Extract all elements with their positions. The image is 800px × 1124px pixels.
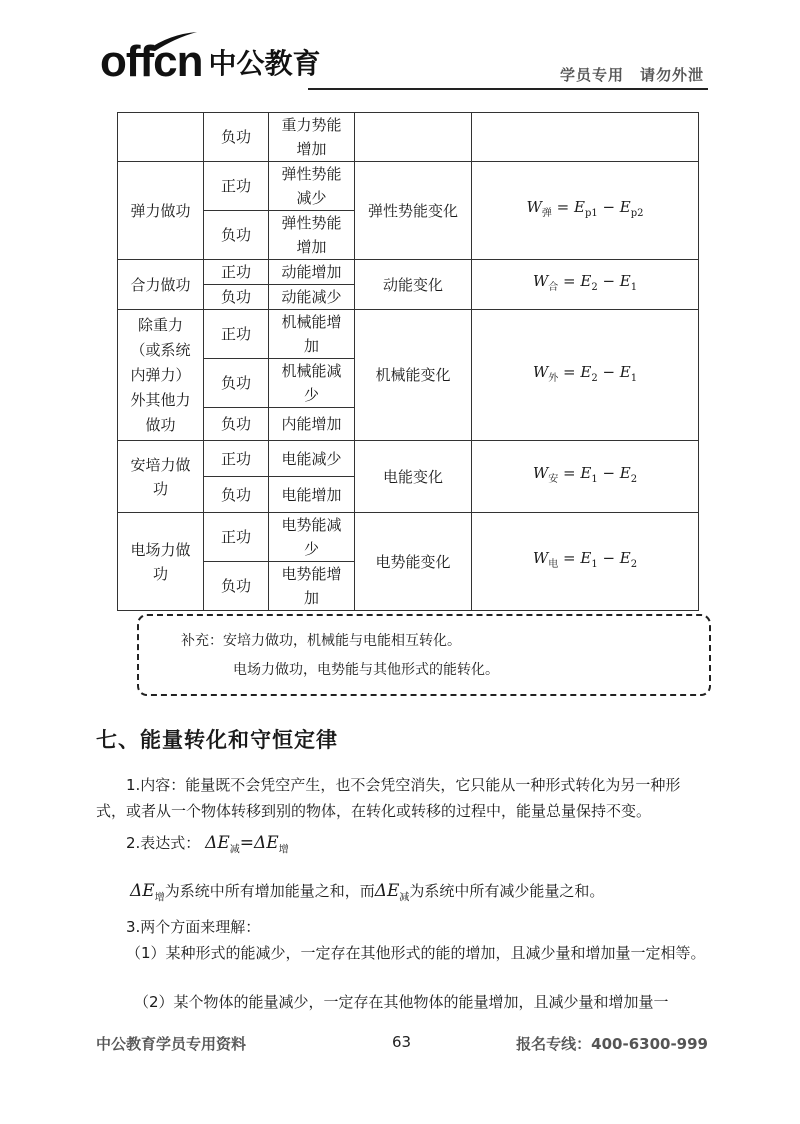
force-cell — [118, 113, 204, 162]
energy-cell — [355, 113, 472, 162]
section-title: 七、能量转化和守恒定律 — [96, 728, 338, 752]
table-row — [118, 113, 699, 162]
work-cell: 正功 — [204, 441, 269, 477]
change-cell: 机械能增加 — [269, 310, 355, 359]
conservation-equation: $\Delta E_减=\Delta E_增$ — [205, 833, 289, 856]
table-row — [118, 162, 699, 211]
energy-cell: 动能变化 — [355, 260, 472, 310]
header-confidential: 学员专用 请勿外泄 — [559, 66, 704, 84]
footer-hotline: 报名专线：400-6300-999 — [516, 1035, 708, 1053]
table-row — [118, 513, 699, 562]
force-cell: 弹力做功 — [118, 162, 204, 260]
change-cell: 机械能减少 — [269, 359, 355, 408]
force-cell: 合力做功 — [118, 260, 204, 310]
logo-chinese-text: 中公教育 — [208, 47, 321, 80]
footer-left: 中公教育学员专用资料 — [96, 1035, 247, 1053]
formula-cell: $W_外 = E_2 - E_1$ — [472, 310, 699, 441]
table-row — [118, 260, 699, 285]
logo-latin-text: offcn — [100, 37, 203, 86]
energy-cell: 电能变化 — [355, 441, 472, 513]
paragraph-point-1: （1）某种形式的能减少，一定存在其他形式的能的增加，且减少量和增加量一定相等。 — [126, 944, 706, 962]
paragraph-point-2: （2）某个物体的能量减少，一定存在其他物体的能量增加，且减少量和增加量一 — [134, 993, 669, 1011]
change-cell: 电势能增加 — [269, 562, 355, 611]
work-energy-table — [117, 112, 699, 611]
work-cell: 负功 — [204, 477, 269, 513]
work-cell: 正功 — [204, 310, 269, 359]
page-number: 63 — [392, 1033, 412, 1051]
note-line: 电场力做功，电势能与其他形式的能转化。 — [233, 662, 499, 678]
change-cell: 内能增加 — [269, 408, 355, 441]
table-row — [118, 441, 699, 477]
work-cell: 负功 — [204, 211, 269, 260]
work-cell: 正功 — [204, 260, 269, 285]
force-cell: 安培力做功 — [118, 441, 204, 513]
energy-cell: 电势能变化 — [355, 513, 472, 611]
paragraph-content: 1.内容：能量既不会凭空产生，也不会凭空消失，它只能从一种形式转化为另一种形式，或者从一个物体转移到别的物体，在转化或转移的过程中，能量总量保持不变。 — [96, 776, 681, 820]
force-cell: 电场力做功 — [118, 513, 204, 611]
force-cell: 除重力（或系统内弹力）外其他力做功 — [118, 310, 204, 441]
paragraph-understanding: 3.两个方面来理解： — [126, 918, 261, 936]
header-rule — [308, 88, 708, 90]
work-cell: 负功 — [204, 113, 269, 162]
change-cell: 重力势能增加 — [269, 113, 355, 162]
formula-cell: $W_弹 = E_{p1} - E_{p2}$ — [472, 162, 699, 260]
work-cell: 负功 — [204, 562, 269, 611]
supplement-note-box — [137, 614, 711, 696]
work-cell: 负功 — [204, 285, 269, 310]
page-header — [0, 0, 800, 100]
change-cell: 弹性势能减少 — [269, 162, 355, 211]
note-line: 补充：安培力做功，机械能与电能相互转化。 — [181, 633, 461, 649]
energy-cell: 弹性势能变化 — [355, 162, 472, 260]
change-cell: 电能增加 — [269, 477, 355, 513]
formula-cell: $W_合 = E_2 - E_1$ — [472, 260, 699, 310]
change-cell: 电势能减少 — [269, 513, 355, 562]
change-cell: 动能增加 — [269, 260, 355, 285]
change-cell: 弹性势能增加 — [269, 211, 355, 260]
table-row — [118, 310, 699, 359]
offcn-logo — [100, 37, 321, 86]
work-cell: 正功 — [204, 162, 269, 211]
change-cell: 电能减少 — [269, 441, 355, 477]
change-cell: 动能减少 — [269, 285, 355, 310]
work-cell: 负功 — [204, 408, 269, 441]
formula-cell — [472, 113, 699, 162]
paragraph-expression: 2.表达式： $\Delta E_减=\Delta E_增$ — [126, 833, 289, 856]
energy-cell: 机械能变化 — [355, 310, 472, 441]
formula-cell: $W_安 = E_1 - E_2$ — [472, 441, 699, 513]
formula-cell: $W_电 = E_1 - E_2$ — [472, 513, 699, 611]
logo-swoosh-icon — [145, 30, 200, 52]
work-cell: 正功 — [204, 513, 269, 562]
paragraph-explanation: $\Delta E_增$为系统中所有增加能量之和，而$\Delta E_减$为系统中所有减少能量之和。 — [130, 881, 605, 904]
work-cell: 负功 — [204, 359, 269, 408]
